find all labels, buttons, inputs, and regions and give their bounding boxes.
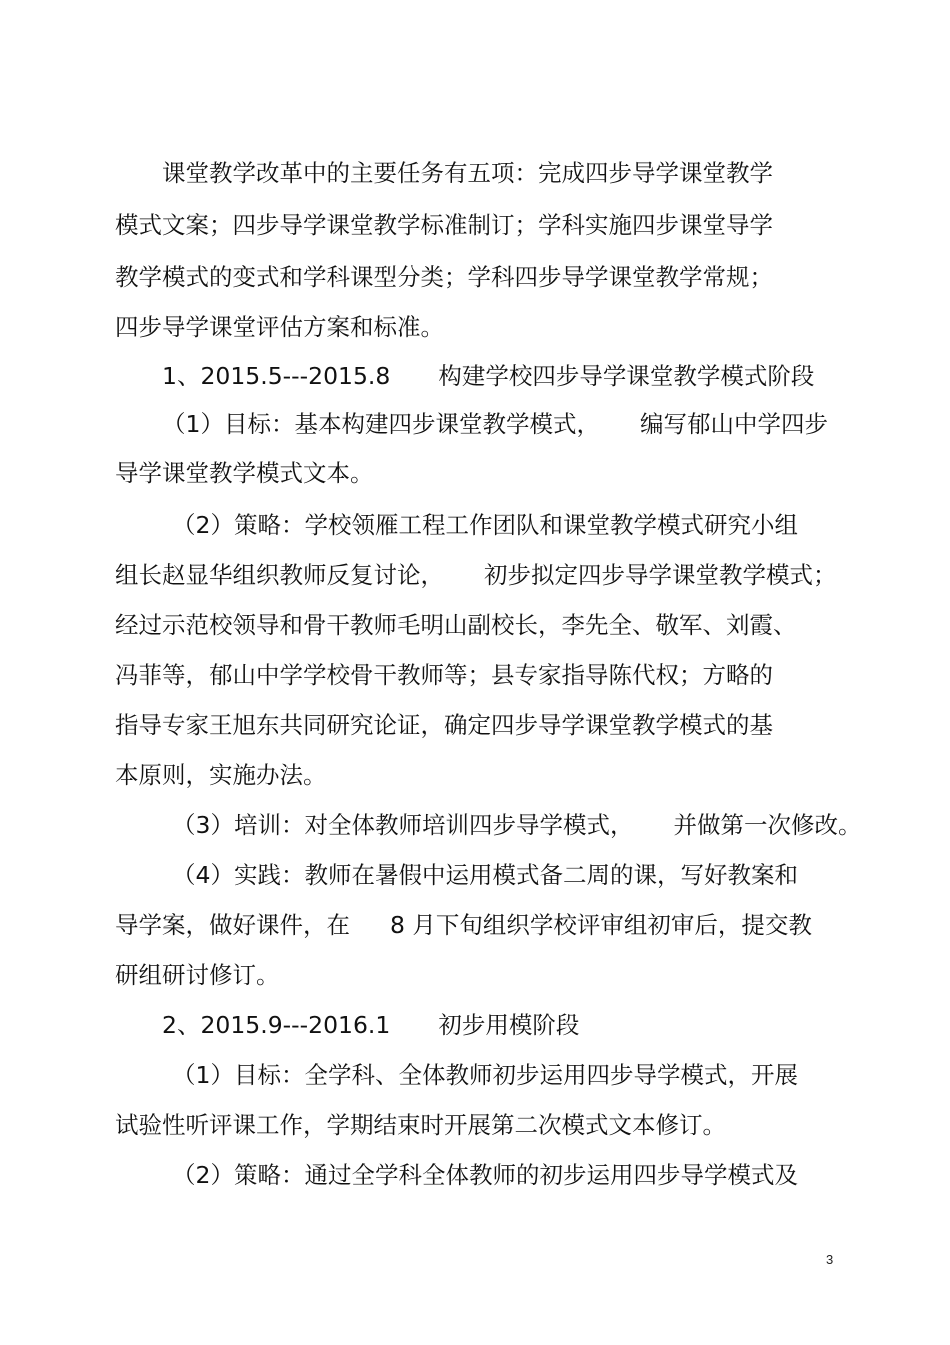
paragraph-line (115, 705, 773, 745)
line-text: 导学案，做好课件，在 (115, 911, 350, 939)
paragraph-line (172, 1055, 798, 1095)
line-text: 8 月下旬组织学校评审组初审后，提交教 (390, 911, 812, 939)
line-text: 冯菲等，郁山中学学校骨干教师等；县专家指导陈代权；方略的 (115, 661, 773, 689)
paragraph-line (162, 153, 773, 193)
paragraph-line (172, 1155, 798, 1195)
line-text: 指导专家王旭东共同研究论证，确定四步导学课堂教学模式的基 (115, 711, 773, 739)
section-heading-2 (162, 1005, 579, 1045)
paragraph-line (115, 453, 374, 493)
line-text: （2）策略：通过全学科全体教师的初步运用四步导学模式及 (172, 1161, 798, 1189)
paragraph-line (115, 655, 773, 695)
line-text: （1）目标：基本构建四步课堂教学模式， (162, 410, 600, 438)
paragraph-line (115, 755, 327, 795)
line-text: 试验性听评课工作，学期结束时开展第二次模式文本修订。 (115, 1111, 726, 1139)
line-text: 课堂教学改革中的主要任务有五项：完成四步导学课堂教学 (162, 159, 773, 187)
line-text: 教学模式的变式和学科课型分类；学科四步导学课堂教学常规； (115, 263, 773, 291)
line-text: 模式文案；四步导学课堂教学标准制订；学科实施四步课堂导学 (115, 211, 773, 239)
line-text: 四步导学课堂评估方案和标准。 (115, 313, 444, 341)
section-title: 初步用模阶段 (438, 1011, 580, 1039)
paragraph-line (172, 805, 861, 845)
line-text: （1）目标：全学科、全体教师初步运用四步导学模式，开展 (172, 1061, 798, 1089)
paragraph-line (172, 505, 798, 545)
paragraph-line (115, 205, 773, 245)
page-number: 3 (826, 1252, 834, 1267)
paragraph-line (115, 955, 280, 995)
paragraph-line (172, 855, 798, 895)
line-text: （2）策略：学校领雁工程工作团队和课堂教学模式研究小组 (172, 511, 798, 539)
section-number-and-dates: 2、2015.9---2016.1 (162, 1011, 391, 1039)
paragraph-line (115, 257, 773, 297)
line-text: 本原则，实施办法。 (115, 761, 327, 789)
section-heading-1 (162, 356, 814, 396)
section-title: 构建学校四步导学课堂教学模式阶段 (438, 362, 815, 390)
paragraph-line (115, 555, 837, 595)
line-text: 初步拟定四步导学课堂教学模式； (484, 561, 837, 589)
paragraph-line (115, 605, 797, 645)
paragraph-line (115, 905, 812, 945)
line-text: （3）培训：对全体教师培训四步导学模式， (172, 811, 634, 839)
paragraph-line (162, 404, 828, 444)
paragraph-line (115, 307, 444, 347)
line-text: 导学课堂教学模式文本。 (115, 459, 374, 487)
line-text: 研组研讨修订。 (115, 961, 280, 989)
line-text: 并做第一次修改。 (673, 811, 862, 839)
section-number-and-dates: 1、2015.5---2015.8 (162, 362, 391, 390)
line-text: （4）实践：教师在暑假中运用模式备二周的课，写好教案和 (172, 861, 798, 889)
paragraph-line (115, 1105, 726, 1145)
line-text: 经过示范校领导和骨干教师毛明山副校长，李先全、敬军、刘霞、 (115, 611, 797, 639)
line-text: 编写郁山中学四步 (639, 410, 828, 438)
line-text: 组长赵显华组织教师反复讨论， (115, 561, 444, 589)
